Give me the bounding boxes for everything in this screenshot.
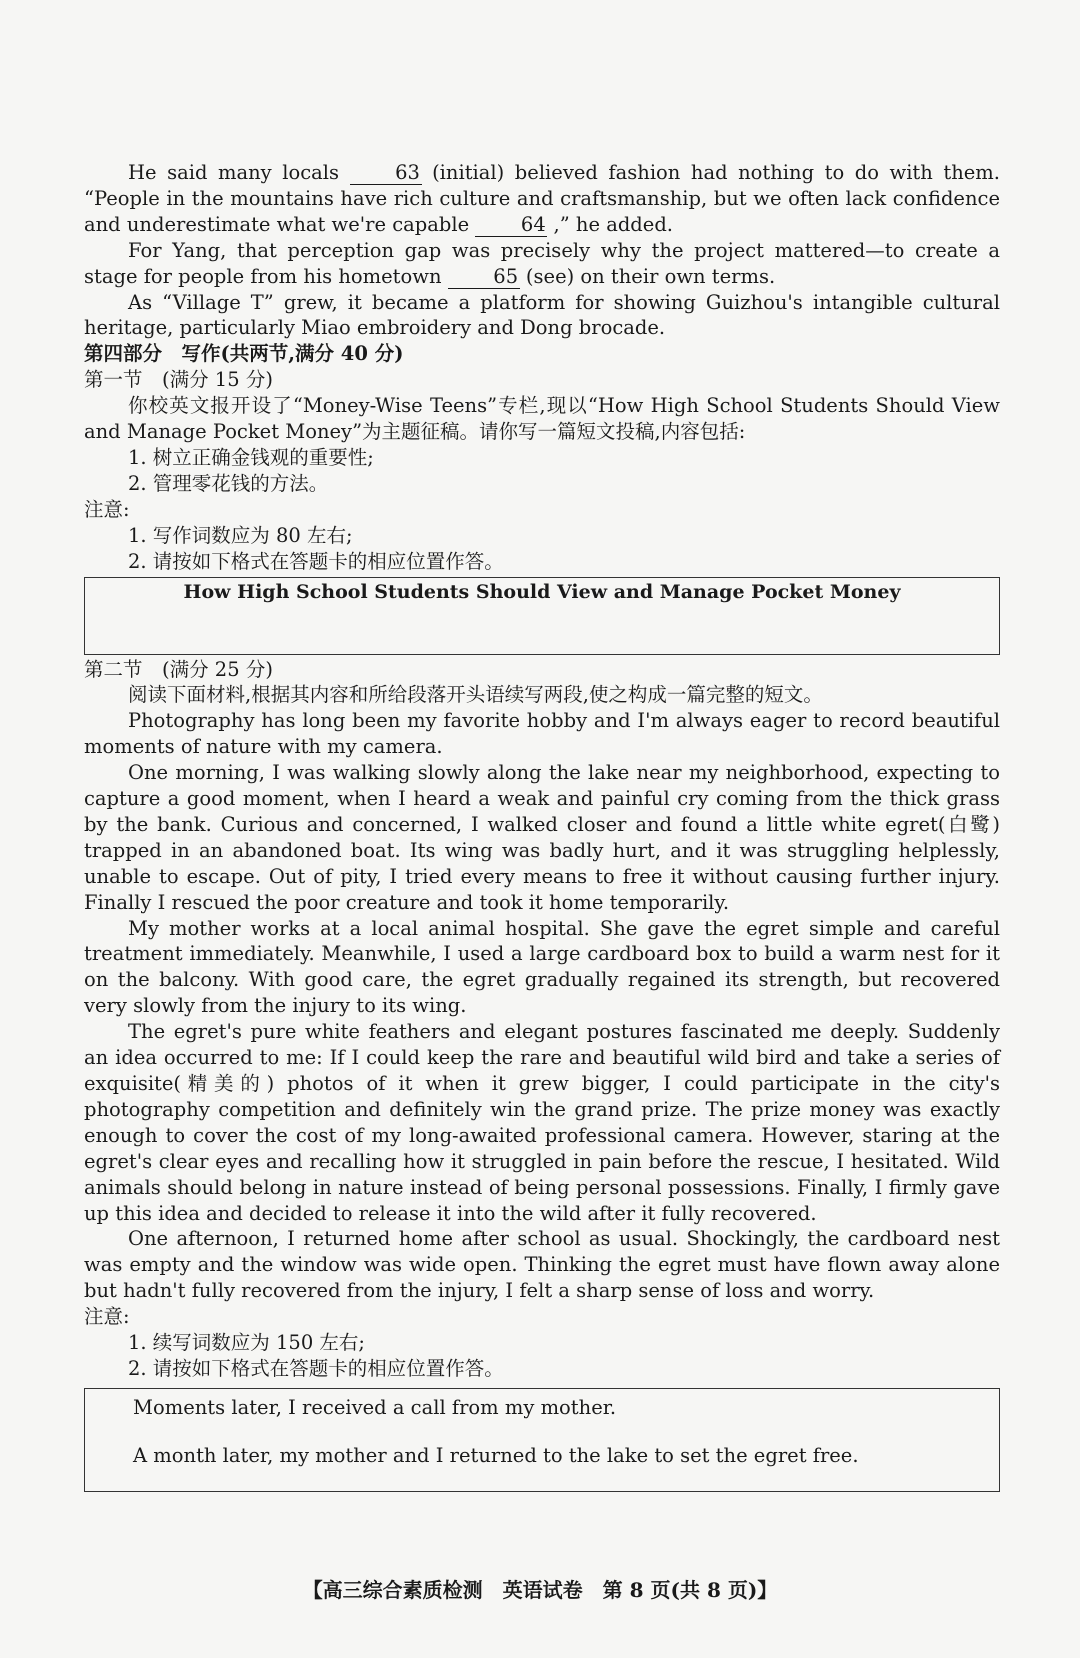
cloze-paragraph-1: He said many locals 63 (initial) believed fashion had nothing to do with them. “People in the mountains have rich culture and craftsmanship, but we often lack confidence and underestimate what we're capable 64 ,” he added. (84, 161, 1000, 236)
continuation-opener-2: A month later, my mother and I returned to the lake to set the egret free. (133, 1443, 859, 1467)
section1-item-1: 1. 树立正确金钱观的重要性; (128, 445, 374, 469)
section2-note-label: 注意: (84, 1305, 130, 1329)
section2-instruction: 阅读下面材料,根据其内容和所给段落开头语续写两段,使之构成一篇完整的短文。 (128, 683, 823, 707)
answer-box-title: How High School Students Should View and Manage Pocket Money (183, 580, 901, 603)
story-paragraph-5: One afternoon, I returned home after school as usual. Shockingly, the cardboard nest was empty and the window was wide open. Thinking the egret must have flown away alone but hadn't fully recovered from the injury, I felt a sharp sense of loss and worry. (84, 1227, 1000, 1303)
section2-answer-box (84, 1388, 1000, 1492)
section2-note-2: 2. 请按如下格式在答题卡的相应位置作答。 (128, 1356, 504, 1380)
continuation-opener-1: Moments later, I received a call from my mother. (133, 1395, 617, 1419)
section2-note-1: 1. 续写词数应为 150 左右; (128, 1331, 365, 1355)
page-content (84, 160, 1000, 1492)
part4-heading: 第四部分 写作(共两节,满分 40 分) (84, 342, 404, 366)
section1-note-1: 1. 写作词数应为 80 左右; (128, 523, 353, 547)
cloze-paragraph-2: For Yang, that perception gap was precisely why the project mattered—to create a stage for people from his hometown 65 (see) on their own terms. (84, 238, 1000, 288)
story-paragraph-4: The egret's pure white feathers and elegant postures fascinated me deeply. Suddenly an idea occurred to me: If I could keep the rare and beautiful wild bird and take a series of exquisite(精美的) photos of it when it grew bigger, I could participate in the city's photography competition and definitely win the grand prize. The prize money was exactly enough to cover the cost of my long-awaited professional camera. However, staring at the egret's clear eyes and recalling how it struggled in pain before the rescue, I hesitated. Wild animals should belong in nature instead of being personal possessions. Finally, I firmly gave up this idea and decided to release it into the wild after it fully recovered. (84, 1020, 1000, 1225)
section1-note-label: 注意: (84, 497, 130, 521)
section1-answer-box (84, 577, 1000, 655)
section1-title: 第一节 (满分 15 分) (84, 368, 273, 392)
story-paragraph-1: Photography has long been my favorite hobby and I'm always eager to record beautiful moments of nature with my camera. (84, 709, 1000, 759)
story-paragraph-2: One morning, I was walking slowly along the lake near my neighborhood, expecting to capture a good moment, when I heard a weak and painful cry coming from the thick grass by the bank. Curious and concerned, I walked closer and found a little white egret(白鹭) trapped in an abandoned boat. Its wing was badly hurt, and it was struggling helplessly, unable to escape. Out of pity, I tried every means to free it without causing further injury. Finally I rescued the poor creature and took it home temporarily. (84, 761, 1000, 914)
blank-63: 63 (350, 162, 422, 185)
story-paragraph-3: My mother works at a local animal hospital. She gave the egret simple and careful treatment immediately. Meanwhile, I used a large cardboard box to build a warm nest for it on the balcony. With good care, the egret gradually regained its strength, but recovered very slowly from the injury to its wing. (84, 916, 1000, 1018)
section2-title: 第二节 (满分 25 分) (84, 657, 273, 681)
section1-item-2: 2. 管理零花钱的方法。 (128, 471, 329, 495)
page-footer: 【高三综合素质检测 英语试卷 第 8 页(共 8 页)】 (302, 1578, 778, 1602)
section1-note-2: 2. 请按如下格式在答题卡的相应位置作答。 (128, 549, 504, 573)
cloze-paragraph-3: As “Village T” grew, it became a platform for showing Guizhou's intangible cultural heritage, particularly Miao embroidery and Dong brocade. (84, 290, 1000, 340)
section1-prompt: 你校英文报开设了“Money-Wise Teens”专栏,现以“How High School Students Should View and Manage Pocket Money”为主题征稿。请你写一篇短文投稿,内容包括: (84, 394, 1000, 444)
blank-65: 65 (448, 266, 520, 289)
blank-64: 64 (475, 214, 547, 237)
